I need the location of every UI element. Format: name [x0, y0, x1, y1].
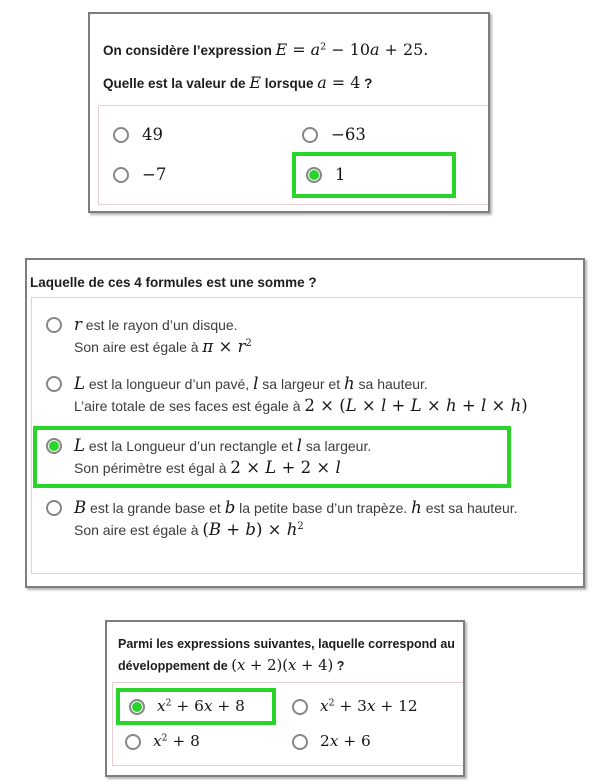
question-text [107, 622, 463, 677]
option-label [74, 314, 252, 358]
answer-option[interactable] [113, 155, 302, 195]
options-box [112, 682, 463, 766]
option-line: Son aire est égale à $(B + b) \times h^2$ [74, 520, 304, 539]
option-label: $x^2 + 6x + 8$ [157, 697, 245, 715]
option-label [74, 435, 371, 479]
answer-option-selected[interactable] [33, 426, 511, 488]
option-line: Son aire est égale à $\pi \times r^2$ [74, 337, 252, 356]
question-line: Parmi les expressions suivantes, laquelle correspond au [118, 637, 455, 651]
options-box [31, 297, 583, 574]
question-line: Quelle est la valeur de E lorsque a = 4 ? [103, 73, 373, 92]
question-line: On considère l’expression $E = a^2 - 10a + 25$. [103, 40, 429, 59]
answer-option[interactable] [302, 115, 488, 155]
options-box [98, 105, 488, 205]
question-card-formule-somme [25, 258, 585, 588]
radio-button[interactable] [292, 734, 308, 750]
option-label: −7 [142, 165, 167, 184]
radio-button[interactable] [125, 734, 141, 750]
option-label: 2x + 6 [320, 732, 371, 750]
option-line: B est la grande base et b la petite base d’un trapèze. h est sa hauteur. [74, 498, 518, 517]
question-card-expression-value [88, 12, 490, 213]
radio-button[interactable] [113, 127, 129, 143]
radio-button[interactable] [46, 376, 62, 392]
question-text [27, 260, 583, 297]
radio-button[interactable] [46, 500, 62, 516]
option-label: 49 [142, 125, 164, 144]
option-line: L est la Longueur d’un rectangle et l sa largeur. [74, 436, 372, 455]
option-label: 1 [335, 165, 346, 184]
option-label: −63 [331, 125, 366, 144]
answer-option-selected[interactable] [116, 688, 276, 725]
option-line: Son périmètre est égal à 2 × L + 2 × l [74, 458, 341, 477]
answer-option-selected[interactable] [292, 152, 456, 198]
option-label [74, 497, 518, 541]
radio-button[interactable] [302, 127, 318, 143]
option-label: $x^2 + 3x + 12$ [320, 697, 418, 715]
radio-button[interactable] [113, 167, 129, 183]
radio-button[interactable] [46, 438, 62, 454]
radio-button[interactable] [292, 699, 308, 715]
answer-option[interactable] [46, 373, 583, 417]
question-text [90, 14, 488, 100]
radio-button[interactable] [129, 699, 145, 715]
option-line: L’aire totale de ses faces est égale à 2 × (L × l + L × h + l × h) [74, 396, 528, 415]
option-label: $x^2 + 8$ [153, 732, 200, 750]
question-line: Laquelle de ces 4 formules est une somme ? [30, 275, 317, 290]
option-label [74, 373, 528, 417]
answer-option[interactable] [46, 497, 583, 541]
question-card-developpement [105, 620, 465, 777]
option-line: r est le rayon d’un disque. [74, 315, 238, 334]
radio-button[interactable] [46, 317, 62, 333]
option-line: L est la longueur d’un pavé, l sa largeur et h sa hauteur. [74, 374, 428, 393]
answer-option[interactable] [113, 115, 302, 155]
answer-option[interactable] [292, 690, 463, 723]
answer-option[interactable] [46, 314, 583, 358]
radio-button[interactable] [306, 167, 322, 183]
answer-option[interactable] [125, 725, 292, 758]
question-line: développement de (x + 2)(x + 4) ? [118, 657, 345, 674]
answer-option[interactable] [292, 725, 463, 758]
